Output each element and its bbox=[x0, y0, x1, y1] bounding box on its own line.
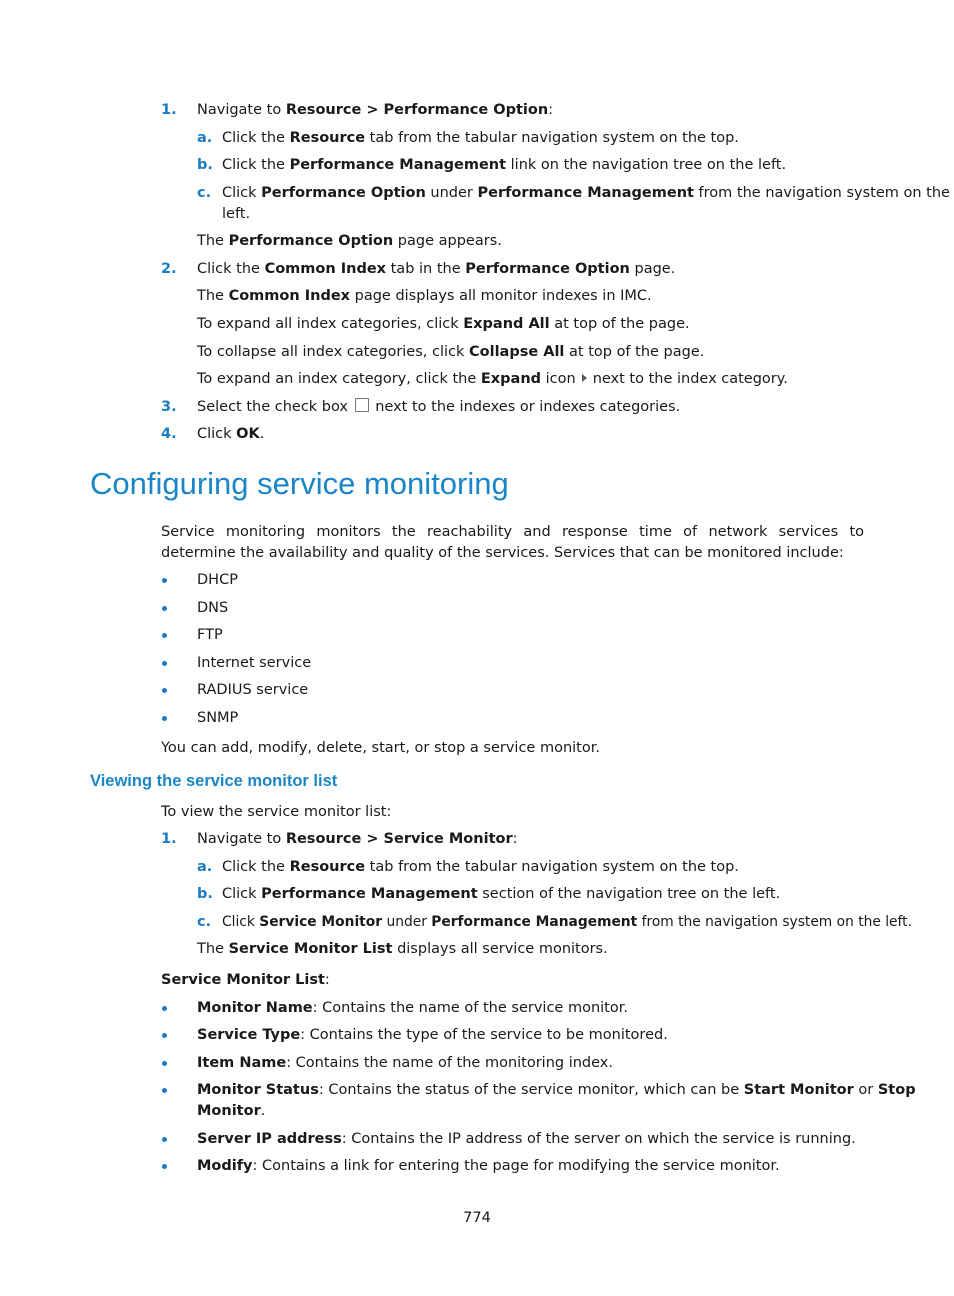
step-number: 1. bbox=[161, 831, 177, 847]
section-heading: Configuring service monitoring bbox=[90, 466, 509, 501]
bullet-icon bbox=[162, 1164, 167, 1169]
substep-letter: c. bbox=[197, 914, 212, 930]
step-1-result: The Service Monitor List displays all service monitors. bbox=[197, 941, 608, 957]
step-text: Navigate to Resource > Performance Option: bbox=[197, 102, 554, 118]
step-text: Click OK. bbox=[197, 426, 265, 442]
substep-text: Click Service Monitor under Performance Management from the navigation system on the left. bbox=[222, 914, 912, 930]
substep-text-continued: left. bbox=[222, 206, 251, 222]
substep-letter: a. bbox=[197, 859, 213, 875]
substep-text: Click Performance Option under Performance Management from the navigation system on the bbox=[222, 185, 950, 201]
bullet-icon bbox=[162, 633, 167, 638]
substep-text: Click Performance Management section of the navigation tree on the left. bbox=[222, 886, 781, 902]
bullet-icon bbox=[162, 1088, 167, 1093]
step-number: 4. bbox=[161, 426, 177, 442]
step-2-note: To expand all index categories, click Expand All at top of the page. bbox=[197, 316, 690, 332]
bullet-icon bbox=[162, 1033, 167, 1038]
step-2-note: The Common Index page displays all monitor indexes in IMC. bbox=[197, 288, 652, 304]
page-number: 774 bbox=[463, 1210, 491, 1226]
bullet-icon bbox=[162, 688, 167, 693]
step-number: 2. bbox=[161, 261, 177, 277]
bullet-icon bbox=[162, 606, 167, 611]
subsection-heading: Viewing the service monitor list bbox=[90, 772, 338, 790]
substep-letter: c. bbox=[197, 185, 212, 201]
intro-paragraph: Service monitoring monitors the reachability and response time of network services to determine the availability and quality of the services. Services that can be monitored include: bbox=[161, 524, 864, 561]
step-text: Navigate to Resource > Service Monitor: bbox=[197, 831, 518, 847]
step-number: 3. bbox=[161, 399, 177, 415]
bullet-icon bbox=[162, 716, 167, 721]
bullet-icon bbox=[162, 1137, 167, 1142]
step-text: Select the check box next to the indexes or indexes categories. bbox=[197, 399, 681, 415]
step-2-note: To collapse all index categories, click Collapse All at top of the page. bbox=[197, 344, 705, 360]
substep-letter: b. bbox=[197, 157, 213, 173]
step-number: 1. bbox=[161, 102, 177, 118]
bullet-icon bbox=[162, 661, 167, 666]
substep-text: Click the Resource tab from the tabular navigation system on the top. bbox=[222, 130, 739, 146]
actions-text: You can add, modify, delete, start, or stop a service monitor. bbox=[161, 740, 600, 756]
list-heading: Service Monitor List: bbox=[161, 972, 330, 988]
bullet-icon bbox=[162, 1006, 167, 1011]
substep-text: Click the Resource tab from the tabular navigation system on the top. bbox=[222, 859, 739, 875]
expand-triangle-icon bbox=[582, 374, 587, 382]
checkbox-icon bbox=[355, 398, 369, 412]
step-1-result: The Performance Option page appears. bbox=[197, 233, 502, 249]
substep-letter: a. bbox=[197, 130, 213, 146]
step-text: Click the Common Index tab in the Performance Option page. bbox=[197, 261, 676, 277]
lead-text: To view the service monitor list: bbox=[161, 804, 392, 820]
substep-text: Click the Performance Management link on the navigation tree on the left. bbox=[222, 157, 787, 173]
bullet-icon bbox=[162, 1061, 167, 1066]
step-2-note: To expand an index category, click the Expand icon next to the index category. bbox=[197, 371, 788, 387]
substep-letter: b. bbox=[197, 886, 213, 902]
bullet-icon bbox=[162, 578, 167, 583]
